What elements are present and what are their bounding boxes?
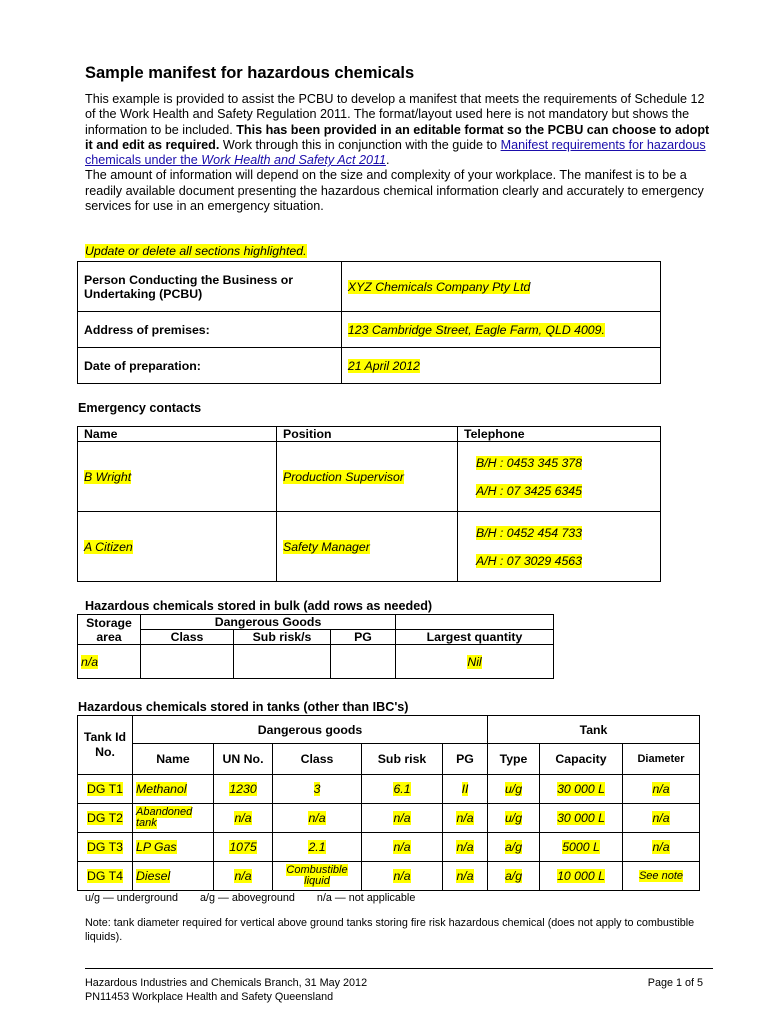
diameter-note: Note: tank diameter required for vertical above ground tanks storing fire risk hazardous chemical (does not apply to combustible liquids).	[85, 917, 695, 943]
footer-branch: Hazardous Industries and Chemicals Branch, 31 May 2012	[85, 977, 368, 989]
col-largest-quantity: Largest quantity	[396, 630, 554, 645]
col-tank-id: Tank Id No.	[78, 716, 133, 775]
tank-name[interactable]: Abandoned tank	[133, 804, 214, 833]
highlight-note: Update or delete all sections highlighted.	[85, 244, 307, 258]
tank-type[interactable]: a/g	[488, 862, 540, 891]
tank-id[interactable]: DG T4	[78, 862, 133, 891]
contact-position[interactable]: Production Supervisor	[277, 442, 458, 512]
col-dangerous-goods: Dangerous Goods	[141, 615, 396, 630]
bulk-heading: Hazardous chemicals stored in bulk (add rows as needed)	[85, 599, 433, 613]
col-position: Position	[277, 427, 458, 442]
tank-pg[interactable]: II	[443, 775, 488, 804]
tank-sub-risk[interactable]: n/a	[362, 833, 443, 862]
abbreviation-legend	[85, 892, 437, 904]
col-storage-area: Storage area	[78, 615, 141, 645]
tank-type[interactable]: u/g	[488, 775, 540, 804]
tank-capacity[interactable]: 30 000 L	[540, 775, 623, 804]
tank-name[interactable]: Methanol	[133, 775, 214, 804]
col-name: Name	[78, 427, 277, 442]
intro-paragraph-2: The amount of information will depend on the size and complexity of your workplace. The manifest is to be a readily available document presenting the hazardous chemical information clearly and accurately to emergency services for use in an emergency situation.	[85, 168, 704, 214]
tank-diameter[interactable]: See note	[623, 862, 700, 891]
bulk-table	[77, 614, 554, 679]
bulk-sub-risk[interactable]	[234, 645, 331, 679]
col-sub-risk: Sub risk	[362, 744, 443, 775]
manifest-guide-link[interactable]: Manifest requirements for hazardous chemicals under the Work Health and Safety Act 2011	[85, 137, 706, 168]
col-sub-risk: Sub risk/s	[234, 630, 331, 645]
tank-sub-risk[interactable]: n/a	[362, 862, 443, 891]
col-tank: Tank	[488, 716, 700, 744]
tanks-heading: Hazardous chemicals stored in tanks (other than IBC's)	[78, 700, 409, 714]
col-type: Type	[488, 744, 540, 775]
tank-type[interactable]: u/g	[488, 804, 540, 833]
col-name: Name	[133, 744, 214, 775]
date-value[interactable]: 21 April 2012	[341, 348, 660, 384]
footer-publication: PN11453 Workplace Health and Safety Queensland	[85, 991, 334, 1003]
table-row	[78, 775, 700, 804]
tank-capacity[interactable]: 30 000 L	[540, 804, 623, 833]
table-header-row	[78, 615, 554, 630]
tank-diameter[interactable]: n/a	[623, 775, 700, 804]
table-row	[78, 512, 661, 582]
col-diameter: Diameter	[623, 744, 700, 775]
tank-diameter[interactable]: n/a	[623, 804, 700, 833]
tank-class[interactable]: 3	[273, 775, 362, 804]
page-title: Sample manifest for hazardous chemicals	[85, 64, 415, 82]
tank-pg[interactable]: n/a	[443, 804, 488, 833]
tank-type[interactable]: a/g	[488, 833, 540, 862]
table-row	[78, 312, 661, 348]
contact-telephone[interactable]: B/H : 0453 345 378 A/H : 07 3425 6345	[458, 442, 661, 512]
tank-un[interactable]: 1230	[214, 775, 273, 804]
tanks-table	[77, 715, 700, 891]
contact-name[interactable]: A Citizen	[78, 512, 277, 582]
bulk-largest[interactable]: Nil	[396, 645, 554, 679]
tank-un[interactable]: n/a	[214, 804, 273, 833]
pcbu-label: Person Conducting the Business or Undertaking (PCBU)	[78, 262, 342, 312]
intro-text	[85, 92, 715, 214]
footer-divider	[85, 968, 713, 969]
contact-position[interactable]: Safety Manager	[277, 512, 458, 582]
intro-part: This example is provided to assist the PCBU to develop a manifest that meets the requirements of Schedule 12 of the Work Health and Safety Regulation 2011. The format/layout used here is not mandatory but shows the information to be included.	[85, 92, 705, 137]
tank-name[interactable]: Diesel	[133, 862, 214, 891]
emergency-heading: Emergency contacts	[78, 401, 202, 415]
col-pg: PG	[331, 630, 396, 645]
table-row	[78, 804, 700, 833]
tank-capacity[interactable]: 10 000 L	[540, 862, 623, 891]
col-capacity: Capacity	[540, 744, 623, 775]
intro-part: .	[386, 153, 390, 168]
tank-capacity[interactable]: 5000 L	[540, 833, 623, 862]
table-row	[78, 833, 700, 862]
col-class: Class	[273, 744, 362, 775]
col-blank	[396, 615, 554, 630]
legend-item: n/a — not applicable	[316, 892, 416, 904]
tank-class[interactable]: Combustible liquid	[273, 862, 362, 891]
col-dangerous-goods: Dangerous goods	[133, 716, 488, 744]
legend-item: a/g — aboveground	[200, 892, 295, 904]
table-header-row	[78, 630, 554, 645]
tank-sub-risk[interactable]: n/a	[362, 804, 443, 833]
bulk-storage[interactable]: n/a	[78, 645, 141, 679]
table-header-row	[78, 744, 700, 775]
emergency-table	[77, 426, 661, 582]
page-number: Page 1 of 5	[647, 977, 703, 989]
pcbu-value[interactable]: XYZ Chemicals Company Pty Ltd	[341, 262, 660, 312]
date-label: Date of preparation:	[78, 348, 342, 384]
tank-sub-risk[interactable]: 6.1	[362, 775, 443, 804]
tank-id[interactable]: DG T3	[78, 833, 133, 862]
tank-name[interactable]: LP Gas	[133, 833, 214, 862]
pcbu-table	[77, 261, 661, 384]
col-un-no: UN No.	[214, 744, 273, 775]
address-value[interactable]: 123 Cambridge Street, Eagle Farm, QLD 4009.	[341, 312, 660, 348]
table-row	[78, 645, 554, 679]
intro-part: Work through this in conjunction with the guide to	[219, 137, 501, 152]
legend-item: u/g — underground	[85, 892, 179, 904]
tank-id[interactable]: DG T2	[78, 804, 133, 833]
col-class: Class	[141, 630, 234, 645]
contact-telephone[interactable]: B/H : 0452 454 733 A/H : 07 3029 4563	[458, 512, 661, 582]
tank-pg[interactable]: n/a	[443, 833, 488, 862]
col-pg: PG	[443, 744, 488, 775]
bulk-class[interactable]	[141, 645, 234, 679]
bulk-pg[interactable]	[331, 645, 396, 679]
table-row	[78, 862, 700, 891]
tank-pg[interactable]: n/a	[443, 862, 488, 891]
tank-diameter[interactable]: n/a	[623, 833, 700, 862]
table-header-row	[78, 427, 661, 442]
table-row	[78, 442, 661, 512]
contact-name[interactable]: B Wright	[78, 442, 277, 512]
table-row	[78, 262, 661, 312]
intro-bold: This has been provided in an editable format so the PCBU can choose to adopt it and edit as required.	[85, 122, 710, 152]
address-label: Address of premises:	[78, 312, 342, 348]
tank-id[interactable]: DG T1	[78, 775, 133, 804]
tank-class[interactable]: 2.1	[273, 833, 362, 862]
tank-class[interactable]: n/a	[273, 804, 362, 833]
tank-un[interactable]: 1075	[214, 833, 273, 862]
table-header-row	[78, 716, 700, 744]
tank-un[interactable]: n/a	[214, 862, 273, 891]
col-telephone: Telephone	[458, 427, 661, 442]
table-row	[78, 348, 661, 384]
